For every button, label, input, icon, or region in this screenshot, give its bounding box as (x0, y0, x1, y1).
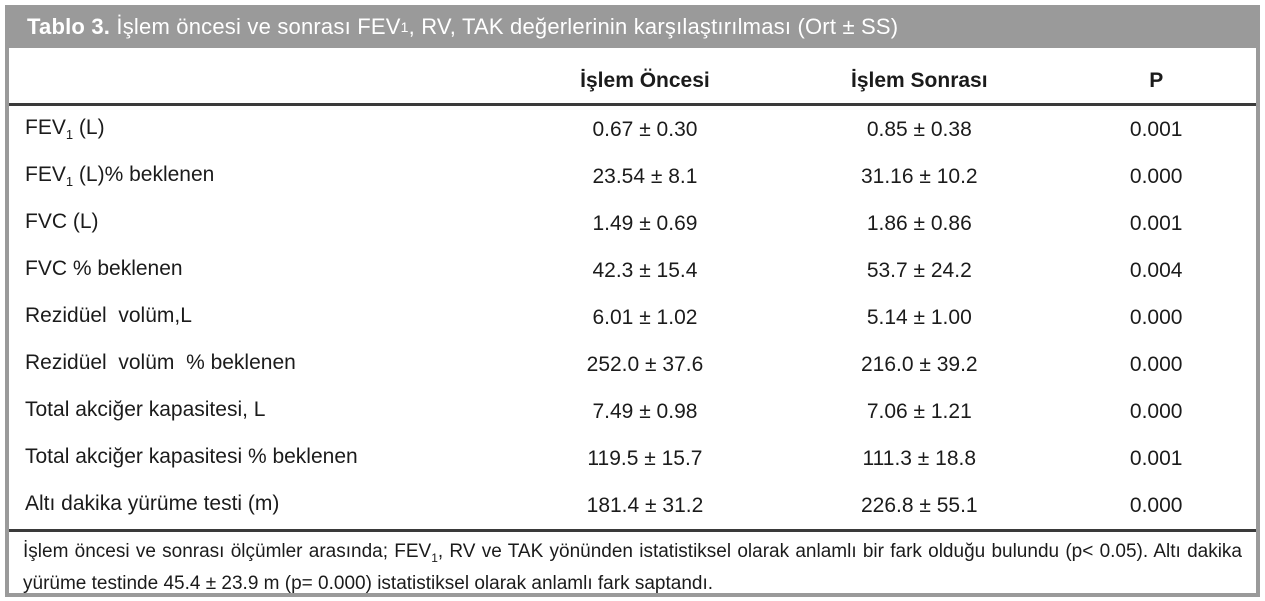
row-label: FVC (L) (25, 210, 99, 234)
value-oncesi: 1.49 ± 0.69 (592, 211, 698, 235)
value-sonrasi: 1.86 ± 0.86 (866, 211, 972, 235)
column-header-p: P (1149, 69, 1164, 92)
column-header-empty (9, 93, 508, 103)
table-row (9, 247, 1256, 294)
value-oncesi: 42.3 ± 15.4 (592, 258, 698, 282)
table-row (9, 482, 1256, 529)
table-row (9, 341, 1256, 388)
value-p: 0.004 (1129, 258, 1183, 282)
row-label: $FEV_1$ (L) (25, 116, 105, 143)
footnote-text: İşlem öncesi ve sonrası ölçümler arasında; FEV (23, 541, 432, 562)
value-sonrasi: 111.3 ± 18.8 (862, 446, 977, 470)
table-card (5, 5, 1260, 597)
value-oncesi: 252.0 ± 37.6 (586, 352, 704, 376)
value-oncesi: 119.5 ± 15.7 (587, 446, 703, 470)
table-row (9, 153, 1256, 200)
table-row (9, 106, 1256, 153)
value-p: 0.000 (1129, 352, 1183, 376)
column-header-row (9, 48, 1256, 103)
table-footnote (9, 532, 1256, 596)
value-p: 0.000 (1129, 164, 1183, 188)
row-label: Total akciğer kapasitesi, L (25, 398, 266, 422)
table-title-text: İşlem öncesi ve sonrası FEV (116, 13, 401, 39)
table-row (9, 388, 1256, 435)
value-oncesi: 0.67 ± 0.30 (592, 117, 698, 141)
value-oncesi: 181.4 ± 31.2 (586, 493, 704, 517)
value-sonrasi: 216.0 ± 39.2 (860, 352, 978, 376)
value-p: 0.001 (1129, 211, 1183, 235)
footnote-text-rest: , RV ve TAK yönünden istatistiksel olarak anlamlı bir fark olduğu bulundu (p< 0.05). Altı dakika yürüme testinde 45.4 ± 23.9 m (p= 0.000) istatistiksel olarak anlamlı fark saptandı. (23, 541, 1242, 594)
row-label-subscript: 1 (65, 174, 74, 190)
value-p: 0.001 (1129, 446, 1183, 470)
column-header-islem-oncesi: İşlem Öncesi (580, 69, 710, 92)
column-header-islem-sonrasi: İşlem Sonrası (851, 69, 988, 92)
value-oncesi: 23.54 ± 8.1 (592, 164, 698, 188)
value-p: 0.000 (1129, 399, 1183, 423)
table-number: Tablo 3. (27, 13, 117, 39)
value-oncesi: 7.49 ± 0.98 (592, 399, 698, 423)
value-p: 0.000 (1129, 305, 1183, 329)
value-sonrasi: 0.85 ± 0.38 (866, 117, 972, 141)
table-title-text-rest: , RV, TAK değerlerinin karşılaştırılması (Ort ± SS) (408, 13, 899, 39)
row-label: Rezidüel volüm % beklenen (25, 351, 296, 375)
value-p: 0.000 (1129, 493, 1183, 517)
value-sonrasi: 31.16 ± 10.2 (860, 164, 978, 188)
value-p: 0.001 (1129, 117, 1183, 141)
value-sonrasi: 7.06 ± 1.21 (866, 399, 972, 423)
row-label: FVC % beklenen (25, 257, 183, 281)
table-row (9, 200, 1256, 247)
table-title-bar (9, 5, 1256, 48)
value-sonrasi: 5.14 ± 1.00 (866, 305, 972, 329)
value-sonrasi: 53.7 ± 24.2 (866, 258, 972, 282)
row-label: Rezidüel volüm,L (25, 304, 192, 328)
value-sonrasi: 226.8 ± 55.1 (860, 493, 978, 517)
row-label: $FEV_1$ (L)% beklenen (25, 163, 215, 190)
table-row (9, 294, 1256, 341)
table-title-subscript: 1 (400, 18, 409, 35)
footnote-subscript: 1 (431, 550, 438, 565)
table-row (9, 435, 1256, 482)
row-label: Altı dakika yürüme testi (m) (25, 492, 280, 516)
value-oncesi: 6.01 ± 1.02 (592, 305, 698, 329)
row-label-subscript: 1 (65, 127, 74, 143)
row-label: Total akciğer kapasitesi % beklenen (25, 445, 358, 469)
